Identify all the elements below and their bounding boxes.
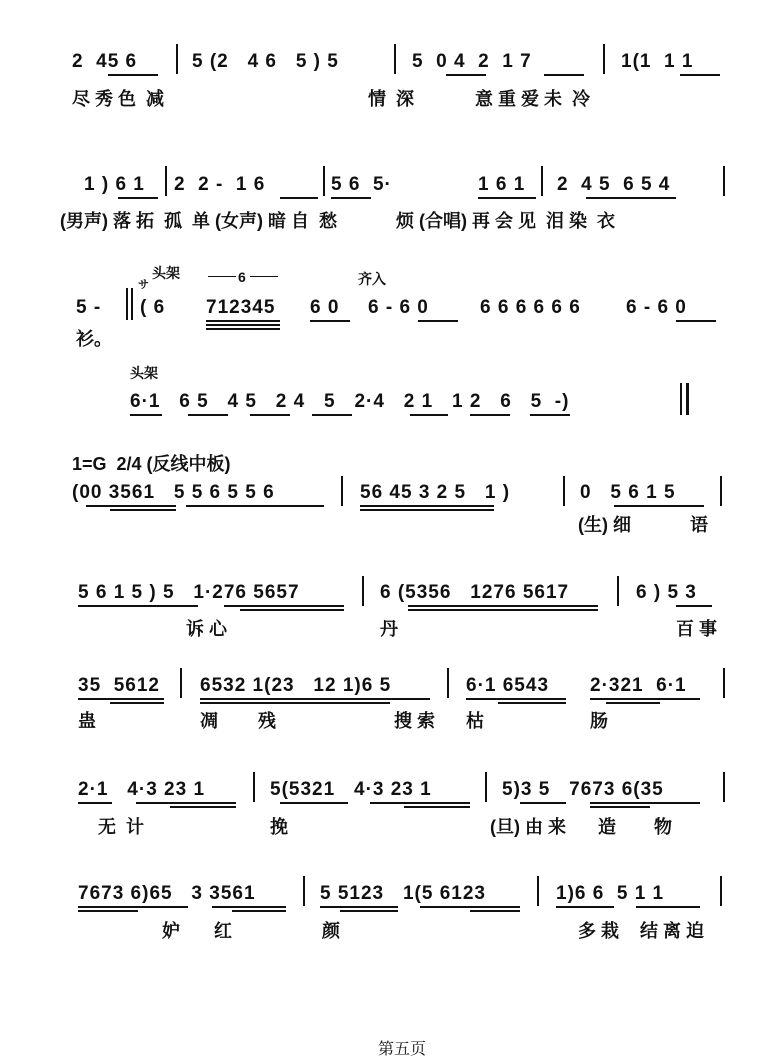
barline [485,772,487,802]
lyric-1-1: 尽 秀 色 减 [72,89,165,109]
measure-6-3: 6 ) 5 3 [636,582,697,603]
lyric-8-3: (旦) 由 来 [490,817,566,837]
measure-7-1: 35 5612 [78,675,160,696]
measure-8-2: 5(5321 4·3 23 1 [270,779,432,800]
barline-final [680,383,682,415]
measure-2-3: 5 6 5· [331,174,392,195]
measure-1-2: 5 (2 4 6 5 ) 5 [192,51,339,72]
measure-2-1: 1 ) 6 1 [84,174,145,195]
barline [720,476,722,506]
note-row-4: 6·1 6 5 4 5 2 4 5 2·4 2 1 1 2 6 5 -) [130,391,570,412]
lyric-3-1: 衫。 [76,329,112,349]
measure-6-1: 5 6 1 5 ) 5 1·276 5657 [78,582,300,603]
lyric-9-5: 结 离 迫 [640,921,705,941]
measure-9-2: 5 5123 1(5 6123 [320,883,486,904]
mark-sa: サ [138,279,149,291]
mark-enter: 齐入 [358,271,386,287]
lyric-5-2: 语 [690,515,708,535]
measure-5-2: 56 45 3 2 5 1 ) [360,482,511,503]
lyric-8-1: 无 计 [98,817,145,837]
note-3-3: 712345 [206,297,276,318]
barline [176,44,178,74]
barline [447,668,449,698]
barline [723,166,725,196]
lyric-1-3: 意 重 爱 未 冷 [475,89,591,109]
note-3-1: 5 - [76,297,102,318]
lyric-5-1: (生) 细 [578,515,631,535]
barline [341,476,343,506]
measure-9-1: 7673 6)65 3 3561 [78,883,256,904]
measure-8-3: 5)3 5 7673 6(35 [502,779,664,800]
barline [323,166,325,196]
mark-head-2: 头架 [130,365,158,381]
barline [603,44,605,74]
lyric-9-1: 妒 [162,921,180,941]
measure-7-3: 6·1 6543 [466,675,550,696]
lyric-8-5: 物 [654,817,672,837]
lyric-8-2: 挽 [270,817,288,837]
lyric-7-2: 凋 [200,711,218,731]
barline-double [126,288,128,320]
key-signature: 1=G 2/4 (反线中板) [72,454,231,474]
lyric-7-4: 搜 索 [394,711,436,731]
barline [537,876,539,906]
barline [720,876,722,906]
note-3-4: 6 0 [310,297,340,318]
barline [394,44,396,74]
lyric-7-3: 残 [258,711,276,731]
measure-9-3: 1)6 6 5 1 1 [556,883,665,904]
lyric-6-3: 百 事 [676,619,718,639]
lyric-1-2: 情 深 [368,89,415,109]
lyric-7-6: 肠 [590,711,608,731]
measure-1-3: 5 0 4 2 1 7 [412,51,532,72]
measure-7-4: 2·321 6·1 [590,675,687,696]
lyric-7-5: 枯 [466,711,484,731]
measure-6-2: 6 (5356 1276 5617 [380,582,570,603]
measure-2-5: 2 4 5 6 5 4 [557,174,671,195]
measure-1-1: 2 45 6 [72,51,138,72]
barline [180,668,182,698]
measure-7-2: 6532 1(23 12 1)6 5 [200,675,392,696]
note-3-7: 6 - 6 0 [626,297,687,318]
lyric-9-4: 多 栽 [578,921,620,941]
measure-1-4: 1(1 1 1 [621,51,694,72]
barline [723,772,725,802]
barline [165,166,167,196]
barline-double [131,288,133,320]
measure-2-2: 2 2 - 1 6 [174,174,266,195]
barline [303,876,305,906]
barline [362,576,364,606]
barline [723,668,725,698]
barline-final [686,383,689,415]
measure-8-1: 2·1 4·3 23 1 [78,779,206,800]
lyric-9-3: 颜 [322,921,340,941]
mark-head-1: 头架 [152,265,180,281]
barline [253,772,255,802]
measure-5-1: (00 3561 5 5 6 5 5 6 [72,482,275,503]
lyric-6-2: 丹 [380,619,398,639]
lyric-9-2: 红 [214,921,232,941]
page-number: 第五页 [378,1041,427,1058]
mark-triplet: 6 [238,269,246,285]
barline [563,476,565,506]
lyric-6-1: 诉 心 [186,619,228,639]
barline [617,576,619,606]
barline [541,166,543,196]
lyric-2-2: 烦 (合唱) 再 会 见 泪 染 衣 [396,211,615,231]
lyric-2-1: (男声) 落 拓 孤 单 (女声) 暗 自 愁 [60,211,337,231]
note-3-5: 6 - 6 0 [368,297,429,318]
lyric-8-4: 造 [598,817,616,837]
note-3-6: 6 6 6 6 6 6 [480,297,581,318]
note-3-2: ( 6 [140,297,166,318]
lyric-7-1: 蛊 [78,711,96,731]
measure-5-3: 0 5 6 1 5 [580,482,676,503]
measure-2-4: 1 6 1 [478,174,526,195]
